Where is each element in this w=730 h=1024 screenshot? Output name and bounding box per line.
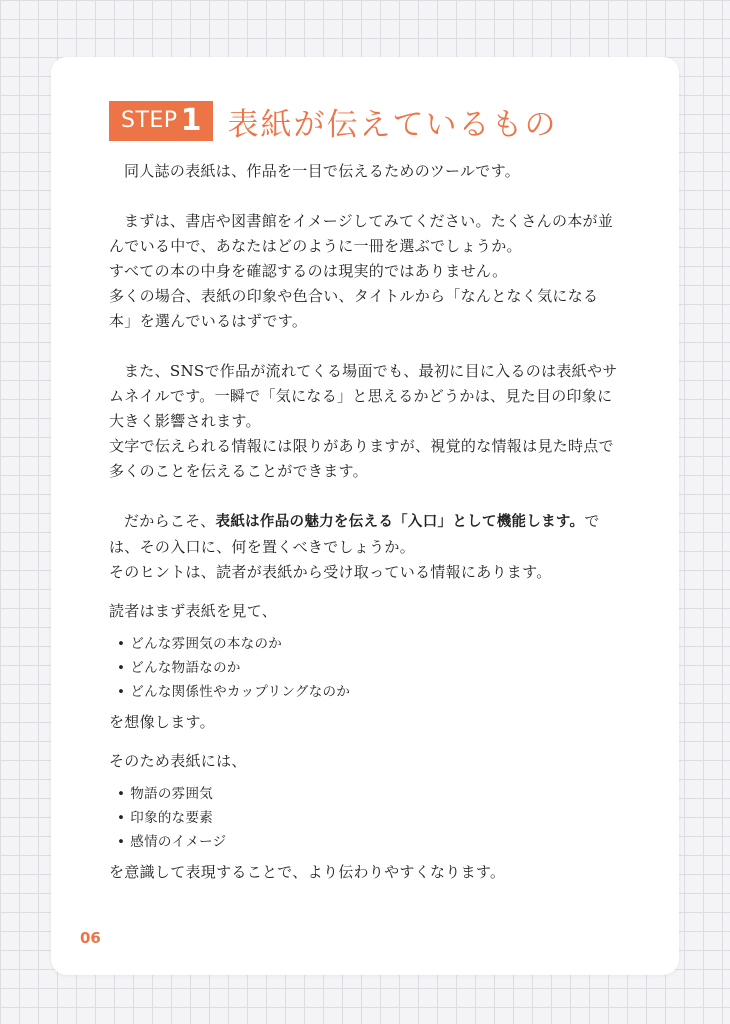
step-label: STEP: [121, 108, 178, 133]
imagination-list: [109, 632, 621, 704]
entrance-lead: だからこそ、: [124, 512, 216, 530]
list-item: • どんな関係性やカップリングなのか: [117, 680, 621, 704]
page-card: [51, 57, 679, 975]
section-title: 表紙が伝えているもの: [227, 106, 558, 143]
paragraph-entrance: [109, 509, 621, 560]
paragraph-sns-line2: 文字で伝えられる情報には限りがありますが、視覚的な情報は見た時点で多くのことを伝えることができます。: [109, 437, 614, 480]
list-item: • どんな雰囲気の本なのか: [117, 632, 621, 656]
paragraph-conclusion: を意識して表現することで、より伝わりやすくなります。: [109, 863, 506, 881]
page-number: 06: [80, 929, 101, 947]
paragraph-intro: 同人誌の表紙は、作品を一目で伝えるためのツールです。: [124, 162, 521, 180]
list-item: • どんな物語なのか: [117, 656, 621, 680]
paragraph-imagine: を想像します。: [109, 713, 215, 731]
paragraph-bookstore-line2: すべての本の中身を確認するのは現実的ではありません。: [109, 262, 508, 280]
list-item: • 印象的な要素: [117, 806, 621, 830]
list-item: • 感情のイメージ: [117, 830, 621, 854]
list-item: • 物語の雰囲気: [117, 782, 621, 806]
step-number: 1: [180, 103, 202, 138]
entrance-question: では、その入口に、何を置くべきでしょうか。: [109, 512, 600, 556]
paragraph-entrance-line2: そのヒントは、読者が表紙から受け取っている情報にあります。: [109, 563, 552, 581]
paragraph-bookstore-line3: 多くの場合、表紙の印象や色合い、タイトルから「なんとなく気になる本」を選んでいるはずです。: [109, 287, 599, 330]
section-heading: [109, 101, 557, 141]
body-text: [109, 159, 621, 885]
paragraph-bookstore: まずは、書店や図書館をイメージしてみてください。たくさんの本が並んでいる中で、あなたはどのように一冊を選ぶでしょうか。: [109, 212, 614, 255]
elements-list: [109, 782, 621, 854]
step-badge: [109, 101, 213, 141]
paragraph-sns: また、SNSで作品が流れてくる場面でも、最初に目に入るのは表紙やサムネイルです。一瞬で「気になる」と思えるかどうかは、見た目の印象に大きく影響されます。: [109, 362, 618, 430]
paragraph-reader-look: 読者はまず表紙を見て、: [109, 602, 278, 620]
paragraph-therefore: そのため表紙には、: [109, 752, 247, 770]
entrance-emphasis: 表紙は作品の魅力を伝える「入口」として機能します。: [215, 514, 585, 530]
